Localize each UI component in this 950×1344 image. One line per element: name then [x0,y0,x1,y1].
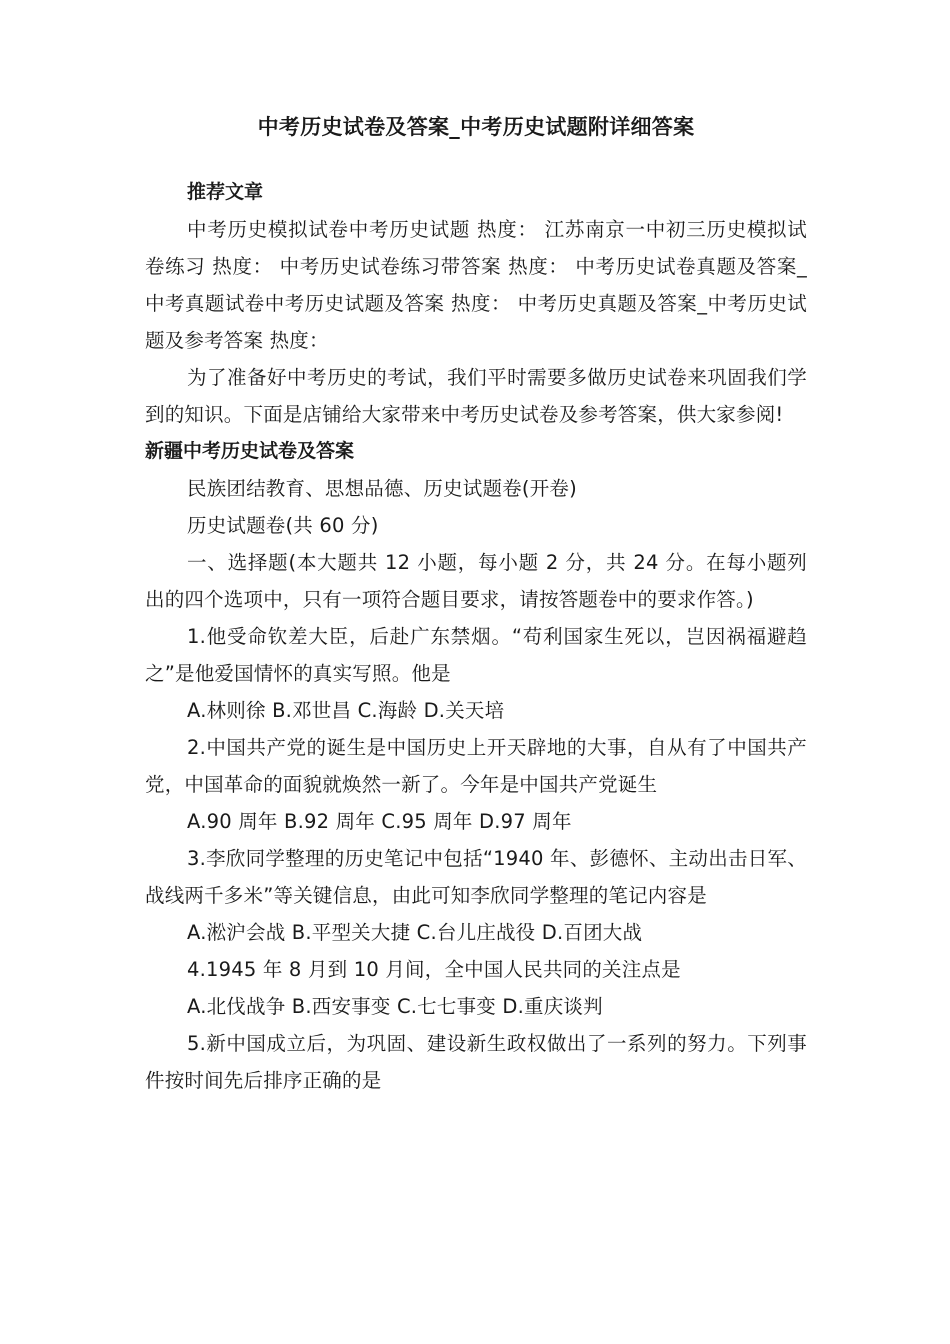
question-stem: 1.他受命钦差大臣，后赴广东禁烟。“苟利国家生死以，岂因祸福避趋之”是他爱国情怀的真实写照。他是 [145,625,807,685]
exam-part: 历史试题卷(共 60 分) [187,514,379,537]
section-heading: 新疆中考历史试卷及答案 [145,440,355,462]
recommended-articles: 中考历史模拟试卷中考历史试题 热度： 江苏南京一中初三历史模拟试卷练习 热度： 中考历史试卷练习带答案 热度： 中考历史试卷真题及答案_中考真题试卷中考历史试题及答案 热度： 中考历史真题及答案_中考历史试题及参考答案 热度： [145,218,807,352]
document-title: 中考历史试卷及答案_中考历史试题附详细答案 [257,115,695,139]
question-options: A.淞沪会战 B.平型关大捷 C.台儿庄战役 D.百团大战 [187,921,643,944]
exam-name: 民族团结教育、思想品德、历史试题卷(开卷) [187,477,577,500]
question-options: A.林则徐 B.邓世昌 C.海龄 D.关天培 [187,699,505,722]
question-options: A.北伐战争 B.西安事变 C.七七事变 D.重庆谈判 [187,995,603,1018]
instructions: 一、选择题(本大题共 12 小题，每小题 2 分，共 24 分。在每小题列出的四个选项中，只有一项符合题目要求，请按答题卷中的要求作答。) [145,551,807,611]
question-stem: 5.新中国成立后，为巩固、建设新生政权做出了一系列的努力。下列事件按时间先后排序正确的是 [145,1032,807,1092]
recommended-label: 推荐文章 [187,181,264,203]
question-stem: 3.李欣同学整理的历史笔记中包括“1940 年、彭德怀、主动出击日军、战线两千多米”等关键信息，由此可知李欣同学整理的笔记内容是 [145,847,807,907]
intro-paragraph: 为了准备好中考历史的考试，我们平时需要多做历史试卷来巩固我们学到的知识。下面是店铺给大家带来中考历史试卷及参考答案，供大家参阅! [145,366,807,426]
question-options: A.90 周年 B.92 周年 C.95 周年 D.97 周年 [187,810,572,833]
question-stem: 4.1945 年 8 月到 10 月间，全中国人民共同的关注点是 [187,958,681,981]
question-stem: 2.中国共产党的诞生是中国历史上开天辟地的大事，自从有了中国共产党，中国革命的面貌就焕然一新了。今年是中国共产党诞生 [145,736,807,796]
